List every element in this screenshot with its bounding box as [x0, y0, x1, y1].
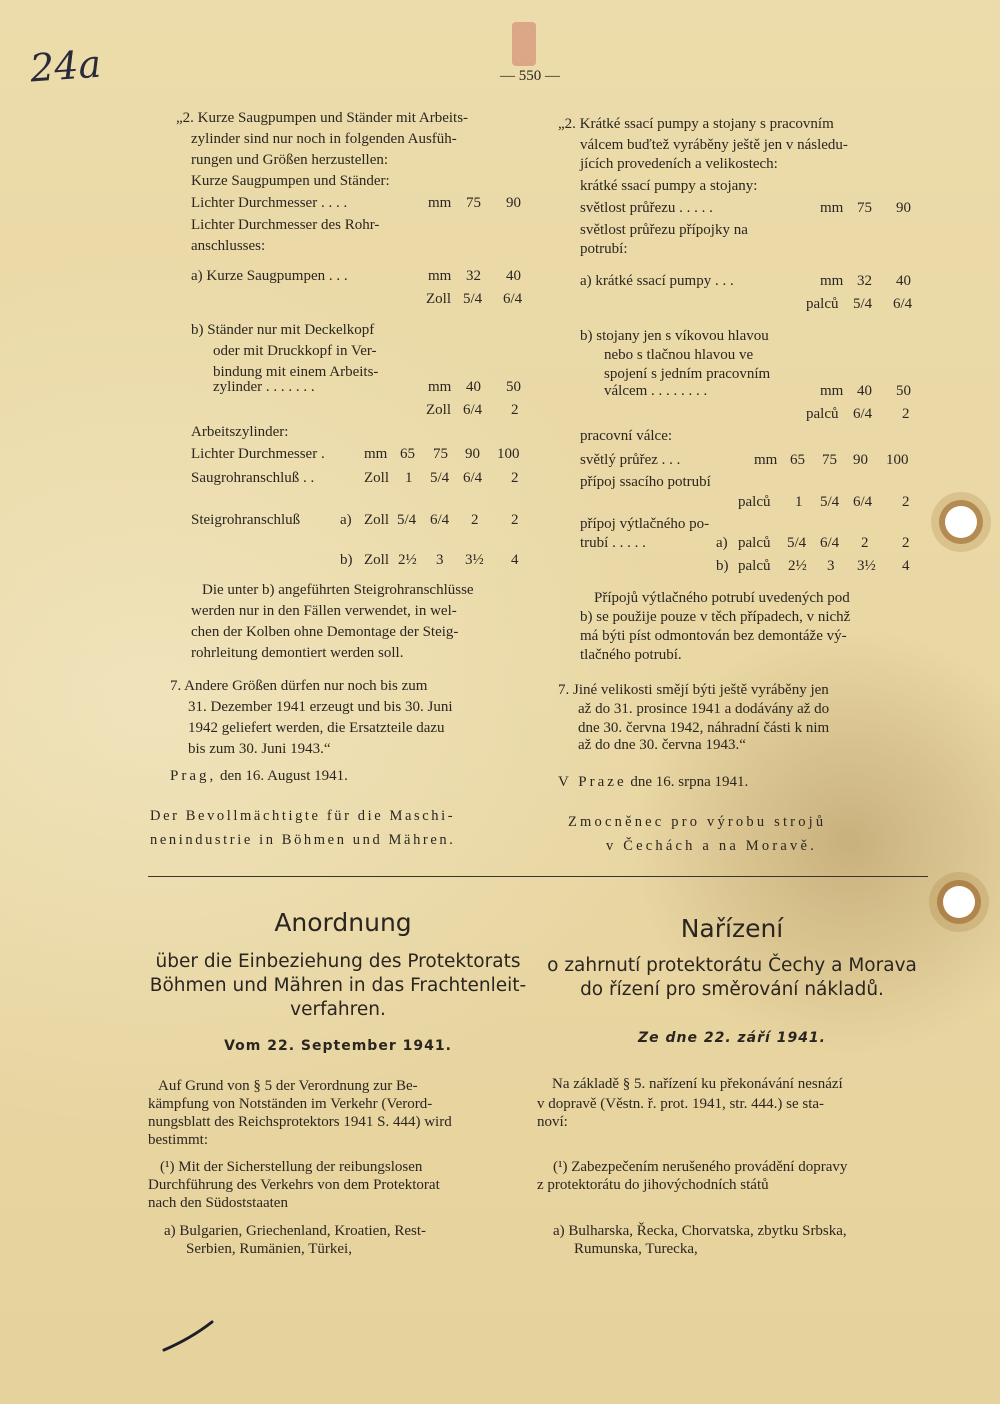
value: 6/4 — [820, 535, 840, 551]
value: 40 — [506, 268, 521, 284]
text-line: anschlusses: — [191, 238, 266, 254]
text-line: 1942 geliefert werden, die Ersatzteile dazu — [188, 720, 445, 736]
text-line: bestimmt: — [148, 1132, 208, 1148]
text-line: bis zum 30. Juni 1943.“ — [188, 741, 331, 757]
unit: palců — [806, 296, 839, 312]
value: 6/4 — [430, 512, 450, 528]
ordinance-date: Vom 22. September 1941. — [224, 1038, 452, 1054]
text-line: zylinder sind nur noch in folgenden Ausfüh- — [191, 131, 457, 147]
text-line: 7. Andere Größen dürfen nur noch bis zum — [170, 678, 428, 694]
value: 5/4 — [853, 296, 873, 312]
text-line: b) se použije pouze v těch případech, v nichž — [580, 609, 851, 625]
signature-line: Zmocněnec pro výrobu strojů — [568, 814, 827, 830]
text-line: Die unter b) angeführten Steigrohranschlüsse — [202, 582, 474, 598]
text-line: nebo s tlačnou hlavou ve — [604, 347, 754, 363]
unit: mm — [820, 200, 844, 216]
value: 2 — [511, 512, 519, 528]
punch-hole — [943, 886, 975, 918]
ordinance-subtitle: über die Einbeziehung des Protektorats — [155, 951, 521, 972]
list-item: a) Bulharska, Řecka, Chorvatska, zbytku Srbska, — [553, 1223, 847, 1239]
table-row-label: Saugrohranschluß . . — [191, 470, 315, 486]
text-line: až do 31. prosince 1941 a dodávány až do — [578, 701, 830, 717]
value: 2 — [861, 535, 869, 551]
text-line: Auf Grund von § 5 der Verordnung zur Be- — [158, 1078, 418, 1094]
unit: mm — [428, 268, 452, 284]
value: 2 — [471, 512, 479, 528]
value: 40 — [896, 273, 911, 289]
text-line: z protektorátu do jihovýchodních států — [537, 1177, 769, 1193]
unit: mm — [820, 273, 844, 289]
value: 1 — [795, 494, 803, 510]
ordinance-subtitle: do řízení pro směrování nákladů. — [580, 979, 884, 1000]
list-item: Serbien, Rumänien, Türkei, — [186, 1241, 352, 1257]
table-row-label: a) Kurze Saugpumpen . . . — [191, 268, 348, 284]
text-line: „2. Krátké ssací pumpy a stojany s pracovním — [558, 116, 834, 132]
text-line: spojení s jedním pracovním — [604, 366, 771, 382]
text-line: 31. Dezember 1941 erzeugt und bis 30. Juni — [188, 699, 453, 715]
value: 90 — [465, 446, 480, 462]
unit: palců — [738, 494, 771, 510]
value: 5/4 — [463, 291, 483, 307]
value: 75 — [466, 195, 481, 211]
value: 40 — [857, 383, 872, 399]
value: 5/4 — [430, 470, 450, 486]
value: 100 — [497, 446, 520, 462]
value: 2 — [902, 406, 910, 422]
text-line: (¹) Mit der Sicherstellung der reibungslosen — [160, 1159, 423, 1175]
ordinance-subtitle: Böhmen und Mähren in das Frachtenleit- — [149, 975, 527, 996]
ordinance-subtitle: verfahren. — [290, 999, 386, 1020]
value: 2½ — [398, 552, 417, 568]
text-line: v dopravě (Věstn. ř. prot. 1941, str. 444.) se sta- — [537, 1096, 825, 1112]
text-line: chen der Kolben ohne Demontage der Steig- — [191, 624, 459, 640]
value: 2 — [511, 402, 519, 418]
text-line: (¹) Zabezpečením nerušeného provádění dopravy — [553, 1159, 848, 1175]
value: 50 — [506, 379, 521, 395]
text-line: válcem . . . . . . . . — [604, 383, 708, 399]
text-line: nach den Südoststaaten — [148, 1195, 288, 1211]
value: 2 — [902, 494, 910, 510]
row-marker: a) — [340, 512, 352, 528]
table-row-label: a) krátké ssací pumpy . . . — [580, 273, 734, 289]
text-line: má býti píst odmontován bez demontáže vý- — [580, 628, 847, 644]
text-line: Durchführung des Verkehrs von dem Protektorat — [148, 1177, 440, 1193]
unit: Zoll — [364, 512, 389, 528]
unit: palců — [738, 535, 771, 551]
text-line: jících provedeních a velikostech: — [580, 156, 778, 172]
place: V Praze — [558, 774, 627, 790]
value: 5/4 — [397, 512, 417, 528]
value: 5/4 — [787, 535, 807, 551]
ordinance-title: Anordnung — [274, 908, 412, 937]
unit: Zoll — [364, 552, 389, 568]
signature-line: v Čechách a na Moravě. — [606, 838, 817, 854]
value: 3½ — [465, 552, 484, 568]
date: den 16. August 1941. — [220, 768, 348, 784]
text-line: b) stojany jen s víkovou hlavou — [580, 328, 769, 344]
text-line: „2. Kurze Saugpumpen und Ständer mit Arbeits- — [176, 110, 469, 126]
value: 75 — [822, 452, 837, 468]
value: 6/4 — [853, 406, 873, 422]
section-divider — [148, 876, 928, 877]
place: Prag, — [170, 768, 217, 784]
ordinance-date: Ze dne 22. září 1941. — [637, 1030, 826, 1046]
ordinance-title: Nařízení — [680, 914, 784, 943]
subheading: Arbeitszylinder: — [191, 424, 289, 440]
text-line: kämpfung von Notständen im Verkehr (Verord- — [148, 1096, 433, 1112]
value: 90 — [853, 452, 868, 468]
unit: mm — [428, 379, 452, 395]
table-row-label: trubí . . . . . — [580, 535, 646, 551]
table-row-label: přípoj ssacího potrubí — [580, 474, 711, 490]
value: 6/4 — [463, 470, 483, 486]
value: 2 — [511, 470, 519, 486]
unit: mm — [754, 452, 778, 468]
subheading: krátké ssací pumpy a stojany: — [580, 178, 758, 194]
value: 90 — [896, 200, 911, 216]
value: 40 — [466, 379, 481, 395]
subheading: pracovní válce: — [580, 428, 673, 444]
text-line: oder mit Druckkopf in Ver- — [213, 343, 377, 359]
unit: palců — [806, 406, 839, 422]
table-row-label: Steigrohranschluß — [191, 512, 301, 528]
place-date — [558, 772, 748, 793]
table-row-label: přípoj výtlačného po- — [580, 516, 710, 532]
table-row-label: světlý průřez . . . — [580, 452, 681, 468]
text-line: válcem buďtež vyráběny ještě jen v následu- — [580, 137, 848, 153]
unit: Zoll — [426, 402, 451, 418]
red-stamp-mark — [512, 22, 536, 66]
signature-line: nenindustrie in Böhmen und Mähren. — [150, 832, 456, 848]
value: 6/4 — [893, 296, 913, 312]
value: 90 — [506, 195, 521, 211]
text-line: světlost průřezu přípojky na — [580, 222, 748, 238]
row-marker: b) — [716, 558, 729, 574]
text-line: potrubí: — [580, 241, 628, 257]
text-line: werden nur in den Fällen verwendet, in wel- — [191, 603, 457, 619]
value: 3½ — [857, 558, 876, 574]
value: 32 — [857, 273, 872, 289]
text-line: nungsblatt des Reichsprotektors 1941 S. 444) wird — [148, 1114, 452, 1130]
handwritten-page-number: 24a — [28, 41, 103, 91]
signature-line: Der Bevollmächtigte für die Maschi- — [150, 808, 456, 824]
list-item: Rumunska, Turecka, — [574, 1241, 698, 1257]
value: 3 — [827, 558, 835, 574]
unit: mm — [428, 195, 452, 211]
text-line: tlačného potrubí. — [580, 647, 682, 663]
value: 75 — [433, 446, 448, 462]
text-line: Na základě § 5. nařízení ku překonávání nesnází — [552, 1076, 843, 1092]
text-line: dne 30. června 1942, náhradní části k nim — [578, 720, 830, 736]
unit: Zoll — [364, 470, 389, 486]
value: 6/4 — [463, 402, 483, 418]
value: 2 — [902, 535, 910, 551]
value: 6/4 — [853, 494, 873, 510]
value: 65 — [400, 446, 415, 462]
text-line: zylinder . . . . . . . — [213, 379, 315, 395]
text-line: Lichter Durchmesser des Rohr- — [191, 217, 380, 233]
unit: palců — [738, 558, 771, 574]
value: 100 — [886, 452, 909, 468]
text-line: rungen und Größen herzustellen: — [191, 152, 389, 168]
value: 50 — [896, 383, 911, 399]
subheading: Kurze Saugpumpen und Ständer: — [191, 173, 390, 189]
ordinance-subtitle: o zahrnutí protektorátu Čechy a Morava — [547, 955, 917, 976]
value: 4 — [902, 558, 910, 574]
unit: Zoll — [426, 291, 451, 307]
value: 1 — [405, 470, 413, 486]
value: 65 — [790, 452, 805, 468]
value: 5/4 — [820, 494, 840, 510]
text-line: Přípojů výtlačného potrubí uvedených pod — [594, 590, 850, 606]
table-row-label: Lichter Durchmesser . . . . — [191, 195, 348, 211]
place-date — [170, 766, 348, 787]
value: 3 — [436, 552, 444, 568]
text-line: bindung mit einem Arbeits- — [213, 364, 379, 380]
value: 6/4 — [503, 291, 523, 307]
text-line: až do dne 30. června 1943.“ — [578, 737, 746, 753]
unit: mm — [364, 446, 388, 462]
table-row-label: světlost průřezu . . . . . — [580, 200, 713, 216]
unit: mm — [820, 383, 844, 399]
punch-hole — [945, 506, 977, 538]
text-line: rohrleitung demontiert werden soll. — [191, 645, 404, 661]
value: 4 — [511, 552, 519, 568]
row-marker: a) — [716, 535, 728, 551]
text-line: b) Ständer nur mit Deckelkopf — [191, 322, 375, 338]
pen-mark — [160, 1318, 220, 1358]
text-line: noví: — [537, 1114, 568, 1130]
date: dne 16. srpna 1941. — [630, 774, 749, 790]
value: 2½ — [788, 558, 807, 574]
value: 75 — [857, 200, 872, 216]
text-line: 7. Jiné velikosti smějí býti ještě vyráběny jen — [558, 682, 829, 698]
table-row-label: Lichter Durchmesser . — [191, 446, 325, 462]
page-number: — 550 — — [500, 68, 560, 84]
value: 32 — [466, 268, 481, 284]
list-item: a) Bulgarien, Griechenland, Kroatien, Rest- — [164, 1223, 426, 1239]
row-marker: b) — [340, 552, 353, 568]
